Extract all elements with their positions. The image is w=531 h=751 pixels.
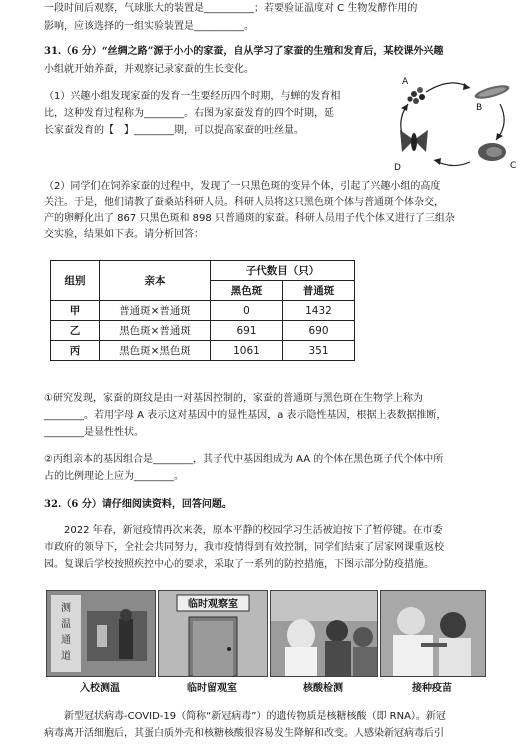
cell-group: 甲 <box>51 301 100 321</box>
q32-para1-line-1: 2022 年春，新冠疫情再次来袭，原本平静的校园学习生活被迫按下了暂停键。在市委 <box>64 525 443 536</box>
caption-nucleic-acid-test: 核酸检测 <box>303 683 343 694</box>
q31-part2-line-2: 关注。于是，他们请教了蚕桑站科研人员。科研人员将这只黑色斑个体与普通斑个体杂交， <box>44 197 444 208</box>
hybridization-table <box>50 260 355 361</box>
cell-parent: 普通斑×普通斑 <box>100 301 211 321</box>
table-row <box>51 321 355 341</box>
q31-part2-line-1: （2）同学们在饲养家蚕的过程中，发现了一只黑色斑的变异个体，引起了兴趣小组的高度 <box>44 181 441 192</box>
q32-para2-line-1: 新型冠状病毒-COVID-19（简称“新冠病毒”）的遗传物质是核糖核酸（即 RNA）。新冠 <box>64 711 446 722</box>
q31-part2-line-4: 交实验，结果如下表。请分析回答： <box>44 229 204 240</box>
silkworm-lifecycle-diagram <box>392 70 520 174</box>
label-a: A <box>402 77 409 87</box>
photo-observation-room <box>158 590 268 677</box>
photo-vaccination <box>380 590 486 677</box>
sign-char: 测 <box>61 603 71 614</box>
q32-para2-line-2: 病毒离开活细胞后，其蛋白质外壳和核糖核酸很容易发生降解和改变。人感染新冠病毒后引 <box>44 728 444 739</box>
sign-char: 通 <box>61 635 71 646</box>
egg-stage-icon <box>407 87 425 104</box>
intro-line-1: 一段时间后观察，气球胀大的装置是__________；若要验证温度对 C 生物发酵作用的 <box>44 3 418 14</box>
cell-parent: 黑色斑×黑色斑 <box>100 341 211 361</box>
header-normal-spot: 普通斑 <box>283 281 355 301</box>
label-c: C <box>510 161 517 171</box>
moth-stage-icon <box>400 130 428 152</box>
sign-char: 道 <box>61 651 71 662</box>
label-b: B <box>476 103 483 113</box>
q31-heading-line-2: 小组就开始养蚕，并观察记录家蚕的生长变化。 <box>44 64 254 75</box>
q31-part1-line-3: 长家蚕发育的【 】________期，可以提高家蚕的吐丝量。 <box>44 125 304 136</box>
header-parent: 亲本 <box>100 261 211 301</box>
cell-parent: 黑色斑×普通斑 <box>100 321 211 341</box>
q31-sub2-line-2: 占的比例理论上应为________。 <box>44 471 184 482</box>
sign-char: 温 <box>61 619 71 630</box>
intro-line-2: 影响，应该选择的一组实验装置是__________。 <box>44 21 254 32</box>
q31-sub2-line-1: ②丙组亲本的基因组合是________，其子代中基因组成为 AA 的个体在黑色斑子代个体中所 <box>44 454 444 465</box>
sign-text: 临时观察室 <box>188 599 238 610</box>
q31-sub1-line-2: ________。若用字母 A 表示这对基因中的显性基因，a 表示隐性基因，根据上表数据推断， <box>44 410 447 421</box>
cell-group: 丙 <box>51 341 100 361</box>
photo-temperature-check <box>46 590 156 677</box>
caption-observation-room: 临时留观室 <box>187 683 237 694</box>
cell-black: 1061 <box>211 341 283 361</box>
cell-group: 乙 <box>51 321 100 341</box>
q31-sub1-line-3: ________是显性性状。 <box>44 427 144 438</box>
header-black-spot: 黑色斑 <box>211 281 283 301</box>
q32-heading: 32.（6 分）请仔细阅读资料，回答问题。 <box>44 499 232 510</box>
cell-black: 0 <box>211 301 283 321</box>
cell-normal: 1432 <box>283 301 355 321</box>
label-d: D <box>394 163 401 173</box>
caption-vaccination: 接种疫苗 <box>412 683 452 694</box>
q31-sub1-line-1: ①研究发现，家蚕的斑纹是由一对基因控制的，家蚕的普通斑与黑色斑在生物学上称为 <box>44 393 423 404</box>
q32-para1-line-3: 园。复课后学校按照疾控中心的要求，采取了一系列的防控措施，下图示部分防疫措施。 <box>44 559 434 570</box>
cell-black: 691 <box>211 321 283 341</box>
table-row <box>51 341 355 361</box>
q31-part1-line-1: （1）兴趣小组发现家蚕的发育一生要经历四个时期，与蝉的发育相 <box>44 91 341 102</box>
pupa-stage-icon <box>478 143 506 161</box>
cell-normal: 351 <box>283 341 355 361</box>
q31-part2-line-3: 产的卵孵化出了 867 只黑色斑和 898 只普通斑的家蚕。科研人员用子代个体又进行了三组杂 <box>44 213 455 224</box>
q31-part1-line-2: 比，这种发育过程称为________。右图为家蚕发育的四个时期，延 <box>44 108 334 119</box>
header-group: 组别 <box>51 261 100 301</box>
larva-stage-icon <box>473 83 510 102</box>
photo-nucleic-acid-test <box>270 590 378 677</box>
q31-heading: 31.（6 分）“丝绸之路”源于小小的家蚕，自从学习了家蚕的生殖和发育后，某校课外兴趣 <box>44 46 444 57</box>
table-row <box>51 301 355 321</box>
caption-temperature-check: 入校测温 <box>80 683 120 694</box>
cell-normal: 690 <box>283 321 355 341</box>
q32-para1-line-2: 市政府的领导下，全社会共同努力，我市疫情得到有效控制，同学们结束了居家网课重返校 <box>44 542 444 553</box>
header-offspring: 子代数目（只） <box>211 261 355 281</box>
